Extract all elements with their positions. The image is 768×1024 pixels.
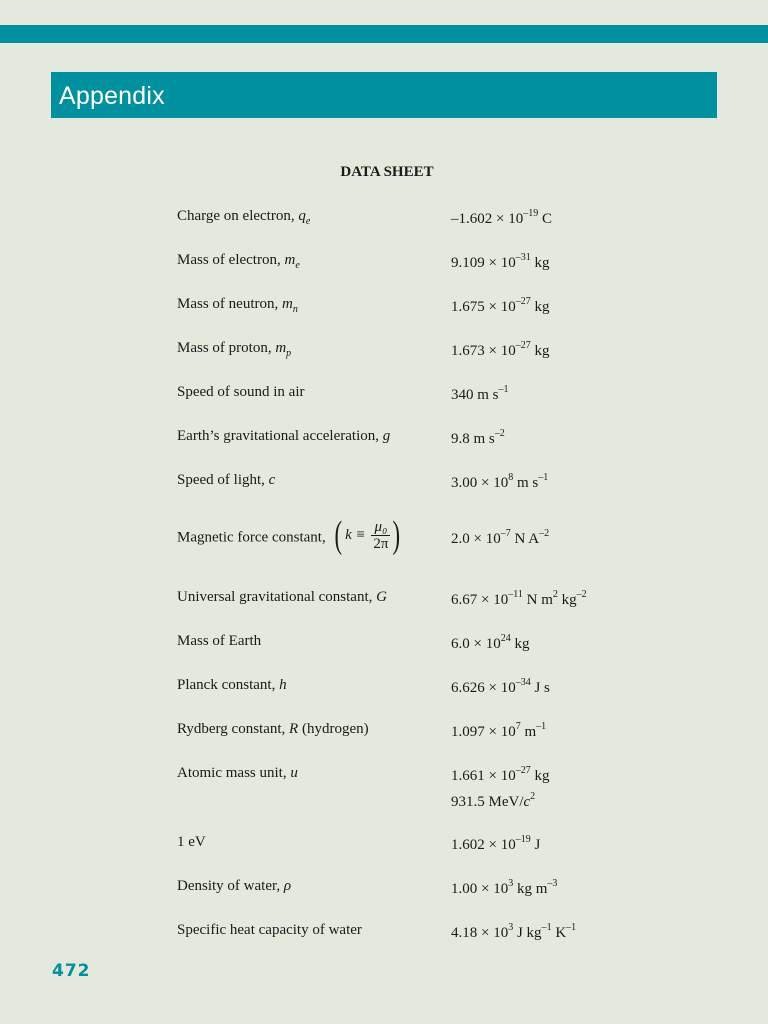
value-text: 931.5 MeV/: [451, 794, 524, 810]
value-text: kg m: [513, 881, 548, 897]
constant-label: [177, 765, 298, 782]
value-text: 6.67 × 10: [451, 592, 509, 608]
value-text: J: [530, 837, 541, 853]
label-suffix: (hydrogen): [298, 721, 369, 737]
table-row: [0, 296, 768, 326]
constant-label: [177, 878, 291, 895]
constant-value: [451, 721, 546, 741]
table-row: [0, 472, 768, 502]
table-row: [0, 384, 768, 414]
value-text: kg: [530, 255, 550, 271]
symbol: g: [382, 428, 391, 444]
label-text: Speed of sound in air: [177, 384, 305, 400]
symbol: ρ: [283, 878, 292, 894]
constant-label: [177, 340, 291, 359]
appendix-header-bar: [51, 72, 717, 118]
superscript: –34: [515, 677, 531, 688]
value-text: 1.675 × 10: [451, 299, 516, 315]
label-text: Earth’s gravitational acceleration,: [177, 428, 383, 444]
value-text: 1.602 × 10: [451, 837, 516, 853]
constant-label: [177, 721, 369, 738]
superscript: –27: [515, 296, 531, 307]
superscript: –19: [523, 208, 539, 219]
value-text: C: [538, 211, 552, 227]
constant-label: [177, 428, 390, 445]
symbol: c: [523, 794, 531, 810]
constant-value: [451, 340, 549, 360]
label-text: Planck constant,: [177, 677, 280, 693]
table-row: [0, 514, 768, 558]
table-row: [0, 208, 768, 238]
value-text: kg: [557, 592, 577, 608]
symbol: R: [289, 721, 299, 737]
subscript: e: [305, 216, 311, 227]
superscript: –1: [536, 721, 547, 732]
value-text: kg: [510, 636, 530, 652]
table-row: [0, 878, 768, 908]
constant-label: [177, 834, 206, 851]
constant-value: [451, 834, 540, 854]
constant-label: [177, 296, 298, 315]
data-sheet-title: DATA SHEET: [340, 164, 434, 180]
label-text: Specific heat capacity of water: [177, 922, 362, 938]
table-row: [0, 677, 768, 707]
label-text: Magnetic force constant,: [177, 529, 330, 546]
value-text: 3.00 × 10: [451, 475, 509, 491]
table-row: [0, 252, 768, 282]
value-text: 1.673 × 10: [451, 343, 516, 359]
formula-lhs: k ≡: [345, 526, 370, 543]
value-text: N A: [510, 531, 540, 547]
label-text: Rydberg constant,: [177, 721, 290, 737]
constant-label: [177, 208, 310, 227]
superscript: –1: [566, 922, 577, 933]
constant-value: [451, 428, 505, 448]
superscript: –11: [508, 589, 523, 600]
constant-value: [451, 677, 550, 697]
value-text: J kg: [513, 925, 542, 941]
symbol: u: [290, 765, 298, 781]
symbol: m: [275, 340, 287, 356]
table-row: [0, 922, 768, 952]
fraction-numerator: μ₀: [371, 519, 390, 536]
symbol: h: [279, 677, 287, 693]
constant-label: [177, 633, 261, 650]
superscript: –1: [538, 472, 549, 483]
constant-value: [451, 472, 548, 492]
label-text: Charge on electron,: [177, 208, 299, 224]
value-text: 1.097 × 10: [451, 724, 516, 740]
constant-value: [451, 208, 552, 228]
table-row: [0, 765, 768, 810]
superscript: –31: [515, 252, 531, 263]
value-text: m s: [513, 475, 539, 491]
value-text: kg: [530, 343, 550, 359]
subscript: e: [295, 260, 300, 271]
label-text: Speed of light,: [177, 472, 269, 488]
superscript: 2: [552, 589, 558, 600]
value-text: kg: [530, 768, 550, 784]
constant-value: [451, 765, 549, 785]
value-text: 2.0 × 10: [451, 531, 501, 547]
symbol: m: [282, 296, 293, 312]
label-text: 1 eV: [177, 834, 206, 850]
superscript: –2: [576, 589, 587, 600]
superscript: –19: [515, 834, 531, 845]
value-text: 340 m s: [451, 387, 499, 403]
value-text: 6.0 × 10: [451, 636, 501, 652]
constant-label: [177, 922, 362, 939]
label-text: Mass of Earth: [177, 633, 262, 649]
label-text: Density of water,: [177, 878, 284, 894]
label-text: Mass of proton,: [177, 340, 276, 356]
constant-value: [451, 384, 509, 404]
table-row: [0, 340, 768, 370]
constant-label: [177, 514, 403, 558]
constant-label: [177, 677, 287, 694]
constant-value: [451, 252, 549, 272]
value-text: 9.109 × 10: [451, 255, 516, 271]
superscript: 24: [500, 633, 511, 644]
label-text: Atomic mass unit,: [177, 765, 291, 781]
value-text: 4.18 × 10: [451, 925, 509, 941]
table-row: [0, 633, 768, 663]
value-text: m: [520, 724, 537, 740]
superscript: –7: [500, 528, 511, 539]
constant-label: [177, 589, 387, 606]
superscript: –2: [539, 528, 550, 539]
constant-value: [451, 528, 549, 548]
constant-value: [451, 878, 557, 898]
label-text: Mass of electron,: [177, 252, 285, 268]
superscript: –2: [494, 428, 505, 439]
table-row: [0, 428, 768, 458]
table-row: [0, 721, 768, 751]
formula: [332, 516, 403, 556]
constant-value: [451, 296, 549, 316]
formula-body: [345, 519, 390, 552]
table-row: [0, 589, 768, 619]
constant-label: [177, 252, 300, 271]
label-text: Mass of neutron,: [177, 296, 282, 312]
value-text: kg: [530, 299, 550, 315]
superscript: 8: [508, 472, 514, 483]
label-text: Universal gravitational constant,: [177, 589, 377, 605]
constant-value-alt: [451, 791, 535, 811]
value-text: 1.00 × 10: [451, 881, 509, 897]
superscript: 3: [508, 922, 514, 933]
constant-label: [177, 472, 275, 489]
symbol: m: [284, 252, 296, 268]
superscript: 7: [515, 721, 521, 732]
top-rule: [0, 25, 768, 43]
superscript: –27: [515, 340, 531, 351]
fraction: [371, 519, 390, 552]
subscript: n: [292, 304, 298, 315]
symbol: q: [298, 208, 306, 224]
left-paren: (: [334, 514, 343, 556]
superscript: –27: [515, 765, 531, 776]
subscript: p: [286, 348, 292, 359]
constant-value: [451, 633, 529, 653]
superscript: 2: [530, 791, 536, 802]
page-number: 472: [52, 961, 91, 981]
symbol: G: [376, 589, 387, 605]
value-text: N m: [522, 592, 553, 608]
constant-value: [451, 589, 587, 609]
superscript: –1: [541, 922, 552, 933]
superscript: –1: [498, 384, 509, 395]
value-text: 9.8 m s: [451, 431, 495, 447]
value-text: 6.626 × 10: [451, 680, 516, 696]
symbol: c: [268, 472, 276, 488]
constant-label: [177, 384, 304, 401]
right-paren: ): [393, 514, 401, 556]
value-text: –1.602 × 10: [451, 211, 524, 227]
table-row: [0, 834, 768, 864]
fraction-denominator: 2π: [373, 535, 389, 552]
constant-value: [451, 922, 576, 942]
value-text: K: [551, 925, 567, 941]
value-text: 1.661 × 10: [451, 768, 516, 784]
value-text: J s: [530, 680, 550, 696]
appendix-title: Appendix: [59, 82, 165, 110]
superscript: –3: [547, 878, 558, 889]
superscript: 3: [508, 878, 514, 889]
